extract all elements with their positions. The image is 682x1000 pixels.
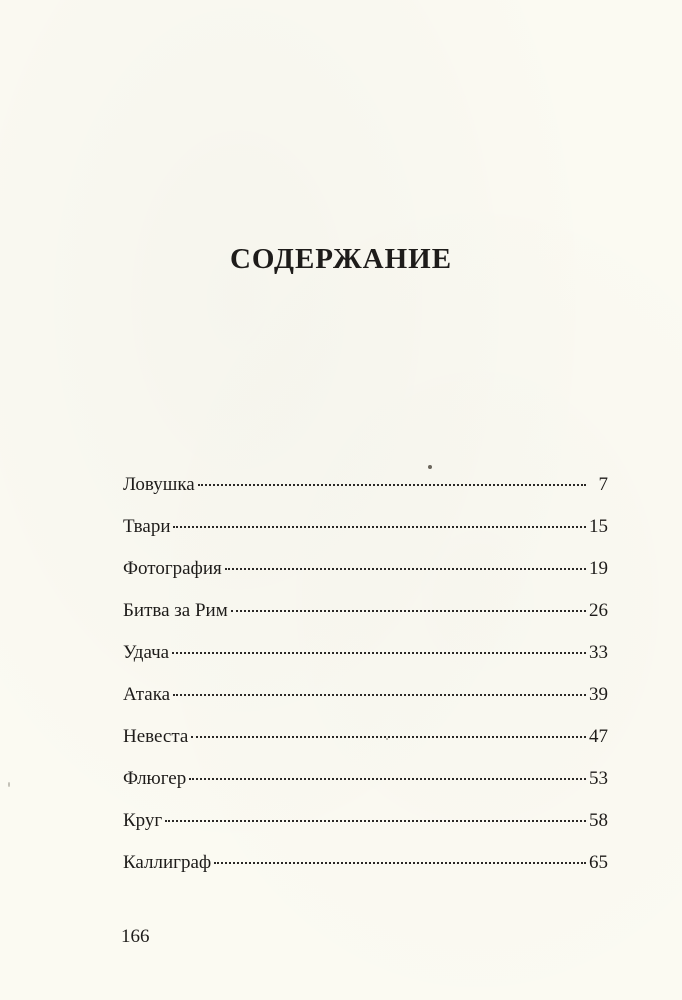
toc-entry-page: 7 xyxy=(598,474,608,495)
toc-entry-title: Флюгер xyxy=(123,768,187,789)
toc-entry-page: 53 xyxy=(589,768,608,789)
contents-heading: СОДЕРЖАНИЕ xyxy=(229,243,453,275)
toc-entry-title: Твари xyxy=(123,516,171,537)
toc-entry xyxy=(123,768,608,810)
toc-entry-page: 33 xyxy=(589,642,608,663)
toc-entry-page: 15 xyxy=(589,516,608,537)
toc-entry xyxy=(123,474,608,516)
toc-entry xyxy=(123,684,608,726)
dot-leader xyxy=(231,610,586,612)
toc-entry-page: 26 xyxy=(589,600,608,621)
toc-entry xyxy=(123,642,608,684)
toc-entry-title: Ловушка xyxy=(123,474,195,495)
paper-speck xyxy=(386,738,388,740)
toc-entry xyxy=(123,852,608,894)
dot-leader xyxy=(225,568,586,570)
toc-entry xyxy=(123,558,608,600)
toc-entry-page: 58 xyxy=(589,810,608,831)
dot-leader xyxy=(173,694,586,696)
page-number: 166 xyxy=(121,926,150,947)
toc-entry-page: 19 xyxy=(589,558,608,579)
toc-entry-title: Атака xyxy=(123,684,171,705)
toc-entry-title: Фотография xyxy=(123,558,222,579)
dot-leader xyxy=(172,652,586,654)
toc-entry-title: Удача xyxy=(123,642,170,663)
dot-leader xyxy=(165,820,586,822)
toc-entry xyxy=(123,726,608,768)
toc-entry-page: 65 xyxy=(589,852,608,873)
toc-entry-title: Невеста xyxy=(123,726,189,747)
toc-entry-title: Круг xyxy=(123,810,163,831)
toc-entry xyxy=(123,600,608,642)
dot-leader xyxy=(214,862,586,864)
paper-speck xyxy=(428,465,432,469)
toc-entry xyxy=(123,810,608,852)
toc-entry-page: 39 xyxy=(589,684,608,705)
toc-entry xyxy=(123,516,608,558)
toc-entry-title: Каллиграф xyxy=(123,852,212,873)
table-of-contents xyxy=(123,474,608,894)
dot-leader xyxy=(198,484,586,486)
dot-leader xyxy=(173,526,586,528)
toc-entry-title: Битва за Рим xyxy=(123,600,228,621)
paper-speck xyxy=(8,782,10,787)
dot-leader xyxy=(191,736,586,738)
dot-leader xyxy=(189,778,586,780)
toc-entry-page: 47 xyxy=(589,726,608,747)
